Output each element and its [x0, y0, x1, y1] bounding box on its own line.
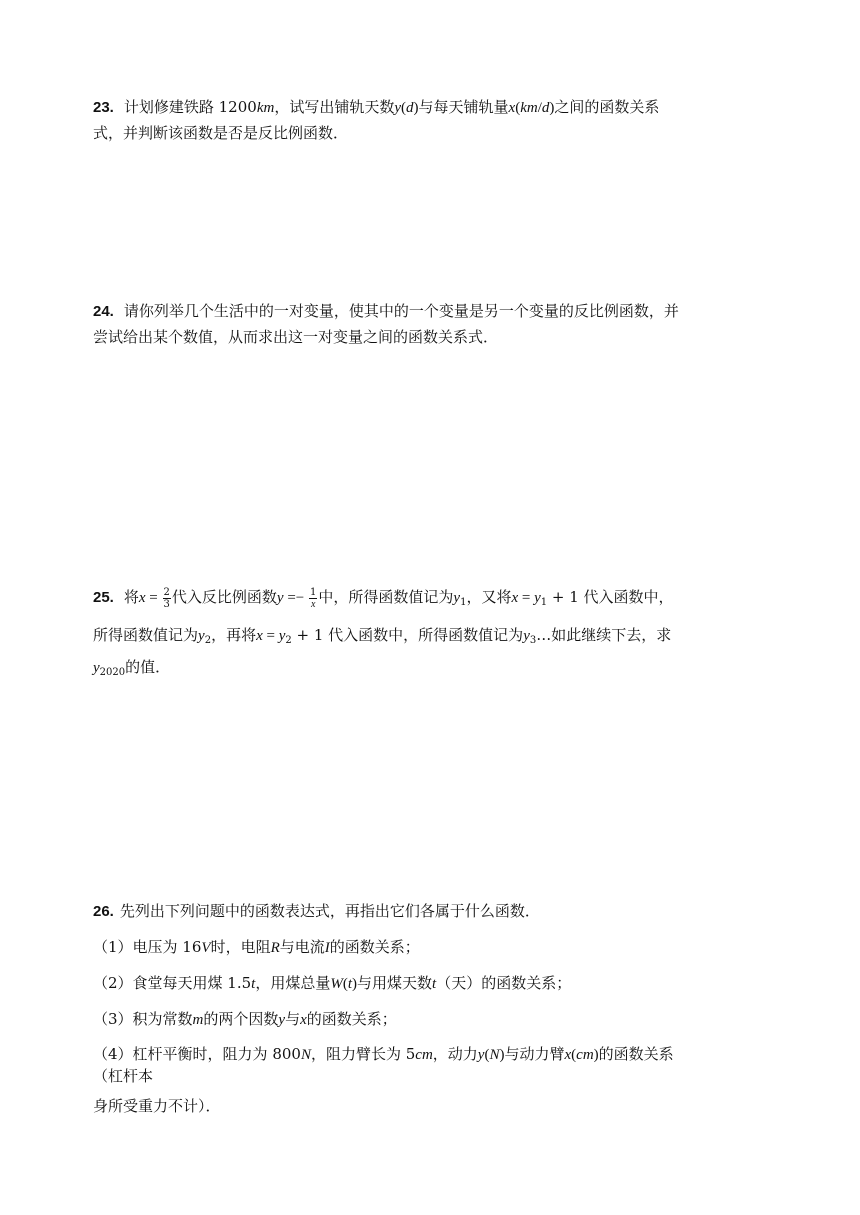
- q26-part-4-end: 身所受重力不计）．: [93, 1097, 221, 1115]
- fraction-one-over-x: $\frac{1}{x}$: [310, 586, 317, 610]
- q23-number: 23.: [93, 99, 114, 116]
- q25-line-3: $y_{2020}$的值．: [93, 658, 171, 678]
- q26-part-4: （4）杠杆平衡时，阻力为 800N，阻力臂长为 5cm，动力y(N)与动力臂x(cm)的函数关系: [93, 1045, 674, 1063]
- q24-number: 24.: [93, 303, 114, 320]
- q25-line-1: 25. 将x = $\frac{2}{3}$ 代入反比例函数y =− $\frac{1}{x}$ 中，所得函数值记为$y_1$，又将$x = y_1 + 1$ 代入函数中，: [93, 586, 674, 610]
- q26-part-4-cont: （杠杆本: [93, 1067, 154, 1085]
- q23-line-2: 式，并判断该函数是否是反比例函数．: [93, 124, 349, 142]
- q26-part-2: （2）食堂每天用煤 1.5t，用煤总量W(t)与用煤天数t（天）的函数关系；: [93, 974, 572, 992]
- q24-line-2: 尝试给出某个数值，从而求出这一对变量之间的函数关系式．: [93, 328, 499, 346]
- q26-part-3: （3）积为常数m的两个因数y与x的函数关系；: [93, 1010, 397, 1028]
- q26-number: 26.: [93, 903, 114, 920]
- q23-line-1: 23. 计划修建铁路 1200km，试写出铺轨天数y(d)与每天铺轨量x(km/d)之间的函数关系: [93, 98, 660, 116]
- fraction-two-thirds: $\frac{2}{3}$: [163, 586, 170, 610]
- q25-line-2: 所得函数值记为$y_2$，再将$x = y_2 + 1$ 代入函数中，所得函数值记为$y_3\dots$如此继续下去，求: [93, 626, 672, 646]
- q26-title: 26. 先列出下列问题中的函数表达式，再指出它们各属于什么函数．: [93, 902, 540, 920]
- q26-part-1: （1）电压为 16V时，电阻R与电流I的函数关系；: [93, 938, 420, 956]
- q25-number: 25.: [93, 589, 114, 606]
- q24-line-1: 24. 请你列举几个生活中的一对变量，使其中的一个变量是另一个变量的反比例函数，并: [93, 302, 679, 320]
